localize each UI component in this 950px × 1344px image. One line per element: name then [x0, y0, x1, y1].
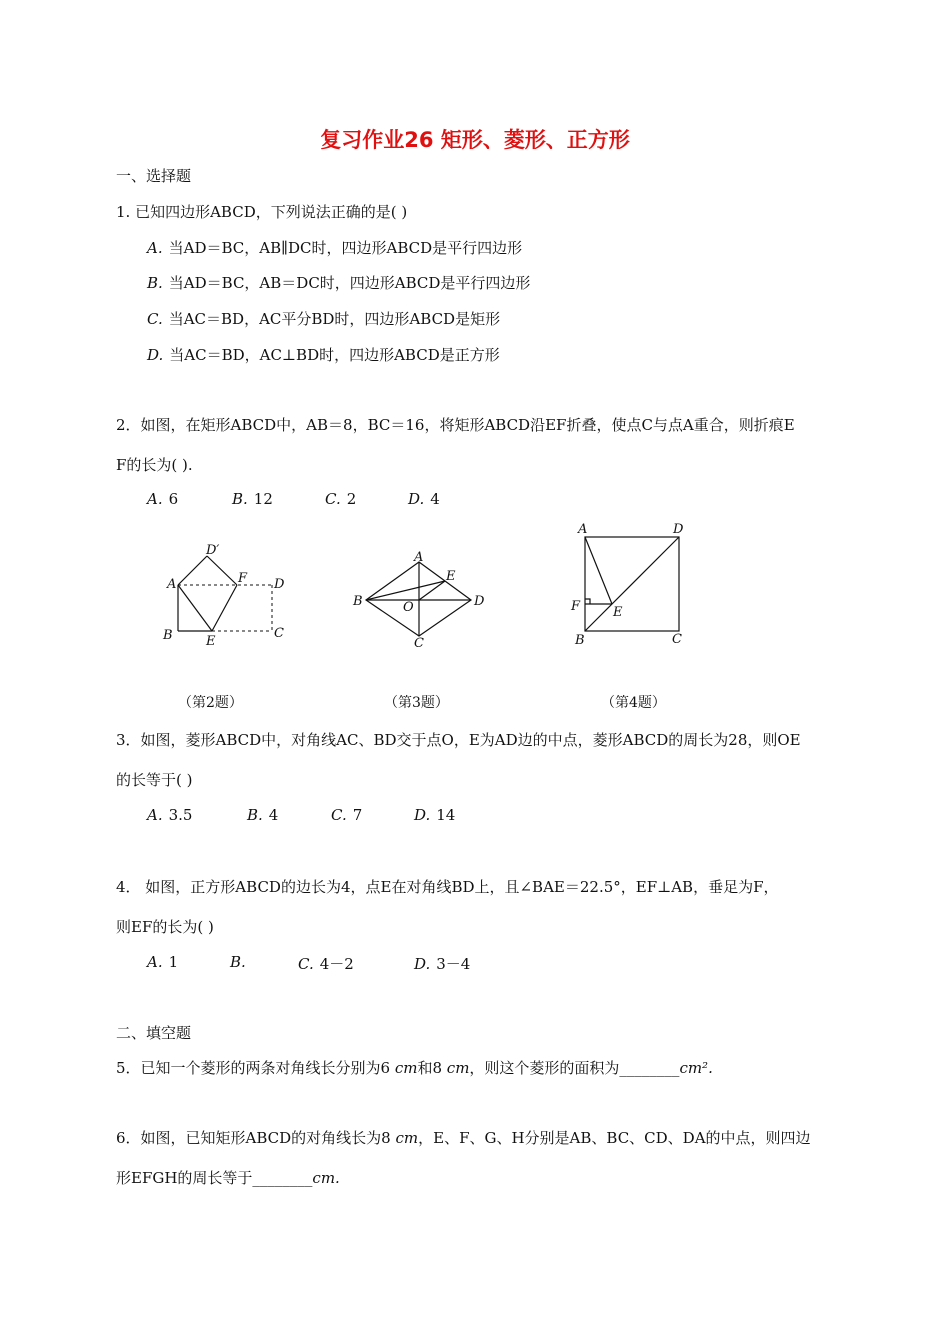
question-2-option-d: D. 4 [408, 490, 440, 508]
fig2-label-f: F [238, 571, 248, 586]
fig3-label-e: E [446, 569, 456, 584]
fig4-label-d: D [673, 522, 684, 537]
fig3-label-c: C [414, 636, 424, 650]
question-4-option-d: D. 3－4 [414, 955, 471, 973]
question-2-option-c: C. 2 [325, 490, 357, 508]
fig2-label-d: D [274, 577, 285, 592]
figure-4-square [560, 518, 695, 650]
question-1-option-d: D. 当AC＝BD，AC⊥BD时，四边形ABCD是正方形 [147, 346, 500, 364]
question-2-stem-line1: 2．如图，在矩形ABCD中，AB＝8，BC＝16，将矩形ABCD沿EF折叠，使点C与点A重合，则折痕E [116, 416, 795, 434]
question-3-option-b: B. 4 [247, 806, 279, 824]
question-3-option-c: C. 7 [331, 806, 363, 824]
question-1-stem: 1. 已知四边形ABCD，下列说法正确的是( ) [116, 203, 408, 221]
question-2-stem-line2: F的长为( ). [116, 456, 193, 474]
question-6-stem-line2: 形EFGH的周长等于________cm. [116, 1169, 340, 1187]
fig4-label-b: B [575, 633, 585, 648]
question-1-option-a: A. 当AD＝BC，AB∥DC时，四边形ABCD是平行四边形 [147, 239, 523, 257]
fig3-label-d: D [474, 594, 485, 609]
fig3-label-b: B [353, 594, 363, 609]
figure-3-rhombus [345, 550, 495, 650]
question-4-option-c: C. 4－2 [298, 955, 354, 973]
figure-4-caption: （第4题） [601, 695, 666, 711]
figure-3-caption: （第3题） [384, 695, 449, 711]
fig2-label-b: B [163, 628, 173, 643]
section-heading-choice: 一、选择题 [116, 167, 192, 185]
question-6-stem-line1: 6．如图，已知矩形ABCD的对角线长为8 cm，E、F、G、H分别是AB、BC、CD、DA的中点，则四边 [116, 1129, 811, 1147]
figure-2-fold-rectangle [150, 535, 300, 650]
question-4-option-a: A. 1 [147, 953, 179, 971]
question-1-option-c: C. 当AC＝BD，AC平分BD时，四边形ABCD是矩形 [147, 310, 501, 328]
question-5-stem: 5．已知一个菱形的两条对角线长分别为6 cm和8 cm，则这个菱形的面积为________cm². [116, 1059, 713, 1077]
fig3-label-a: A [414, 550, 424, 565]
fig4-label-f: F [571, 599, 581, 614]
fig4-label-c: C [672, 632, 682, 647]
fig2-label-e: E [206, 634, 216, 649]
question-3-option-a: A. 3.5 [147, 806, 193, 824]
page-title: 复习作业26 矩形、菱形、正方形 [320, 128, 630, 152]
question-2-option-b: B. 12 [232, 490, 273, 508]
question-3-option-d: D. 14 [414, 806, 456, 824]
question-4-option-b: B. [230, 953, 246, 971]
question-4-stem-line2: 则EF的长为( ) [116, 918, 214, 936]
question-3-stem-line2: 的长等于( ) [116, 771, 193, 789]
fig3-label-o: O [403, 600, 414, 615]
fig2-label-a: A [167, 577, 177, 592]
fig4-label-a: A [578, 522, 588, 537]
fig4-label-e: E [613, 605, 623, 620]
section-heading-fill-blank: 二、填空题 [116, 1024, 192, 1042]
fig2-label-c: C [274, 626, 284, 641]
fig2-label-d-prime: D′ [206, 543, 220, 558]
question-1-option-b: B. 当AD＝BC，AB＝DC时，四边形ABCD是平行四边形 [147, 274, 531, 292]
question-4-stem-line1: 4． 如图，正方形ABCD的边长为4，点E在对角线BD上，且∠BAE＝22.5°，EF⊥AB，垂足为F， [116, 878, 779, 896]
question-3-stem-line1: 3．如图，菱形ABCD中，对角线AC、BD交于点O，E为AD边的中点，菱形ABCD的周长为28，则OE [116, 731, 801, 749]
question-2-option-a: A. 6 [147, 490, 179, 508]
figure-2-caption: （第2题） [178, 695, 243, 711]
